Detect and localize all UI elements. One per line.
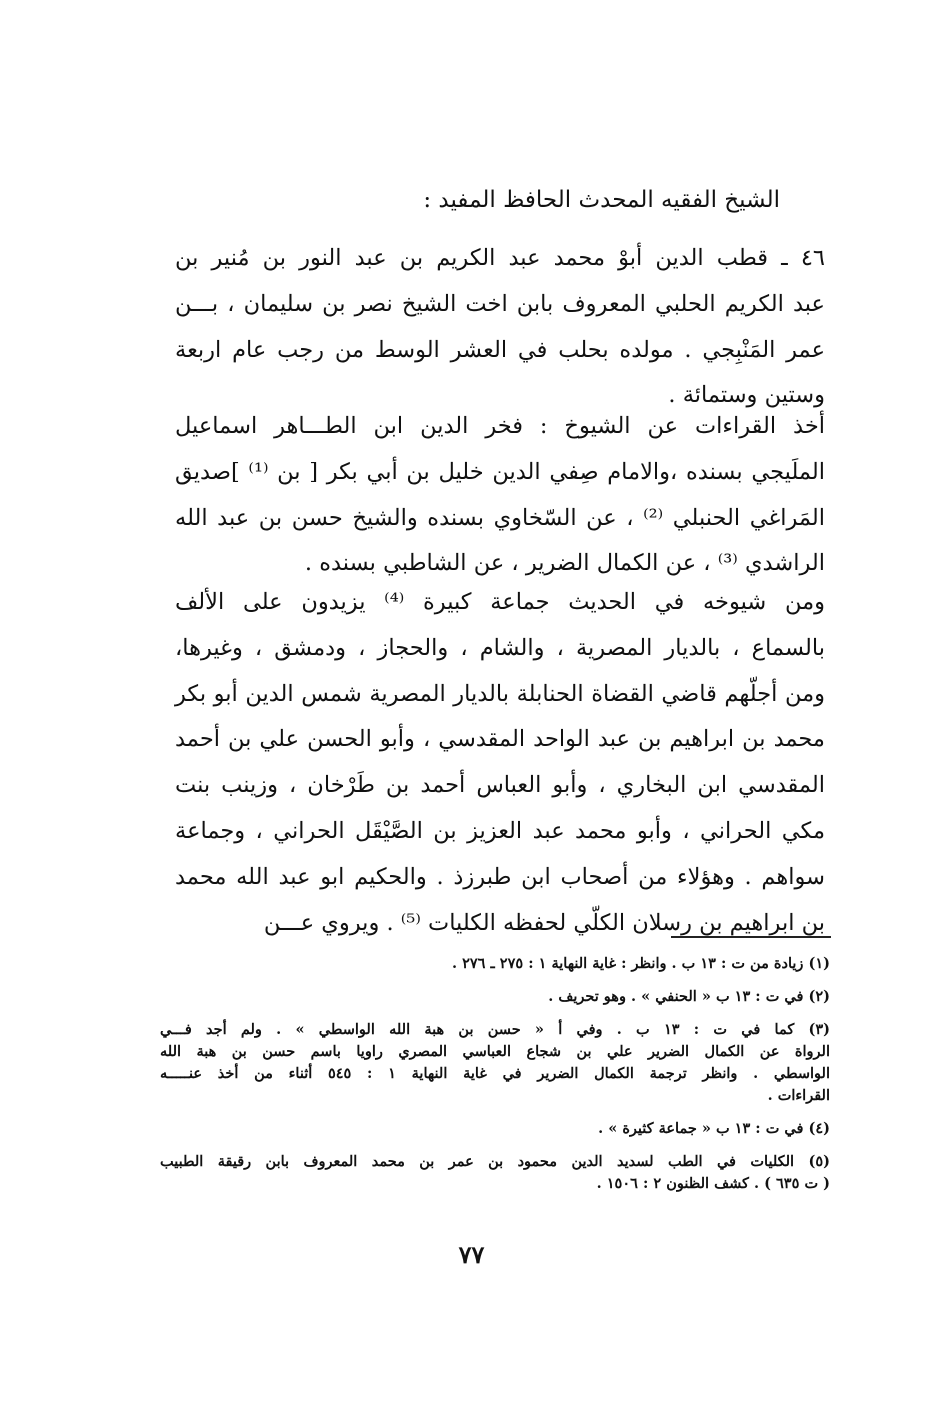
footnote-line: الواسطي . وانظر ترجمة الكمال الضرير في غاية النهاية ١ : ٥٤٥ أثناء من أخذ عنـــــه	[160, 1065, 830, 1082]
text-line: عبد الكريم الحلبي المعروف بابن اخت الشيخ نصر بن سليمان ، بـــن	[175, 290, 825, 317]
footnote-line: (٢) في ت : ١٣ ب « الحنفي » . وهو تحريف .	[548, 988, 830, 1005]
text-line: مكي الحراني ، وأبو محمد عبد العزيز بن الصَّيْقَل الحراني ، وجماعة	[175, 817, 825, 844]
paragraph-qiraat-teachers	[175, 404, 825, 587]
footnote	[160, 1019, 830, 1107]
footnote-line: (٤) في ت : ١٣ ب « جماعة كثيرة » .	[598, 1120, 830, 1137]
text-line: وستين وستمائة .	[668, 382, 825, 409]
footnotes	[160, 953, 830, 1206]
footnote-line: (١) زيادة من ت : ١٣ ب . وانظر : غاية النهاية ١ : ٢٧٥ ـ ٢٧٦ .	[451, 955, 830, 972]
text-line: سواهم . وهؤلاء من أصحاب ابن طبرزذ . والحكيم ابو عبد الله محمد	[175, 863, 825, 890]
footnote-line: القراءات .	[767, 1087, 830, 1104]
footnote	[160, 1118, 830, 1140]
text-line: ومن أجلّهم قاضي القضاة الحنابلة بالديار المصرية شمس الدين أبو بكر	[175, 680, 825, 707]
footnote-line: ( ت ٦٣٥ ) . كشف الظنون ٢ : ١٥٠٦ .	[596, 1175, 830, 1192]
text-line: ٤٦ ـ قطب الدين أبوْ محمد عبد الكريم بن عبد النور بن مُنير بن	[175, 245, 825, 271]
text-line: محمد بن ابراهيم بن عبد الواحد المقدسي ، وأبو الحسن علي بن أحمد	[175, 726, 825, 753]
footnote-divider	[671, 936, 831, 938]
text-line: أخذ القراءات عن الشيوخ : فخر الدين ابن الطـــاهر اسماعيل	[175, 413, 825, 439]
paragraph-biography	[175, 236, 825, 419]
footnote-line: (٣) كما في ت : ١٣ ب . وفي أ « حسن بن هبة الله الواسطي » . ولم أجد فـــي	[160, 1021, 831, 1038]
footnote-line: (٥) الكليات في الطب لسديد الدين محمود بن عمر بن محمد المعروف بابن رقيقة الطبيب	[160, 1153, 830, 1170]
footnote	[160, 953, 830, 975]
text-line: الملَيجي بسنده ،والامام صِفي الدين خليل بن أبي بكر [ بن ⁽¹⁾ ]صديق	[175, 458, 826, 485]
text-line: بن ابراهيم بن رسلان الكلّي لحفظه الكليات ⁽⁵⁾ . ويروي عـــن	[263, 909, 825, 936]
text-line: المقدسي ابن البخاري ، وأبو العباس أحمد بن طَرْخان ، وزينب بنت	[175, 772, 825, 799]
paragraph-hadith-teachers	[175, 580, 825, 946]
text-line: المَراغي الحنبلي ⁽²⁾ ، عن السّخاوي بسنده والشيخ حسن بن عبد الله	[175, 504, 826, 531]
text-line: بالسماع ، بالديار المصرية ، والشام ، والحجاز ، ودمشق ، وغيرها،	[175, 634, 825, 661]
text-line: ومن شيوخه في الحديث جماعة كبيرة ⁽⁴⁾ يزيدون على الألف	[175, 589, 825, 615]
text-line: الراشدي ⁽³⁾ ، عن الكمال الضرير ، عن الشاطبي بسنده .	[304, 550, 825, 577]
footnote-line: الرواة عن الكمال الضرير علي بن شجاع العباسي المصري راويا باسم حسن بن هبة الله	[160, 1043, 831, 1060]
text-line: عمر المَنْبِجي . مولده بحلب في العشر الوسط من رجب عام اربعة	[175, 336, 825, 363]
page-number: ٧٧	[458, 1240, 485, 1269]
section-heading: الشيخ الفقيه المحدث الحافظ المفيد :	[423, 187, 780, 213]
footnote	[160, 986, 830, 1008]
footnote	[160, 1151, 830, 1195]
